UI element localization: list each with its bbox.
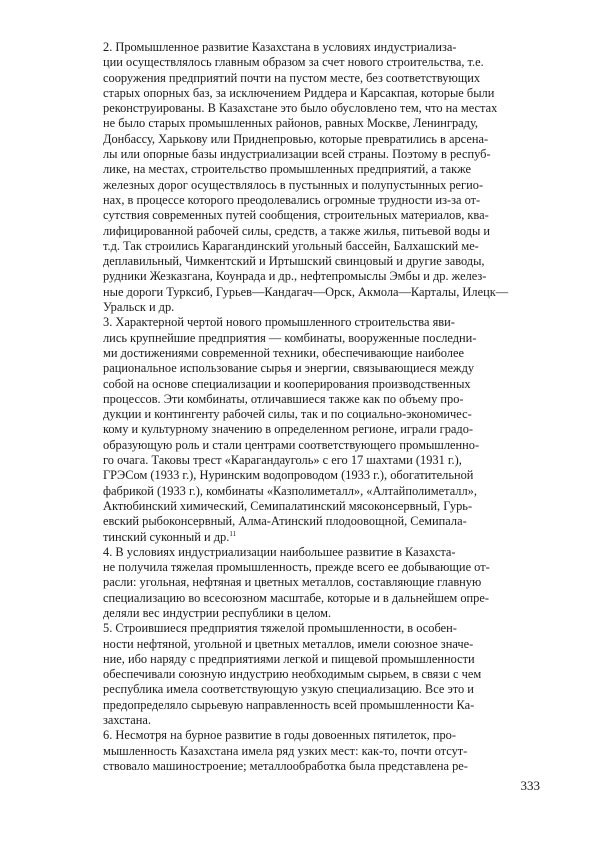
text-line: не было старых промышленных районов, равных Москве, Ленинграду, bbox=[103, 116, 479, 131]
text-line: 4. В условиях индустриализации наибольшее развитие в Казахста- bbox=[103, 544, 456, 559]
text-line: сооружения предприятий почти на пустом месте, без соответствующих bbox=[103, 70, 481, 85]
text-line: реконструированы. В Казахстане это было обусловлено тем, что на местах bbox=[103, 101, 498, 116]
text-line: не получила тяжелая промышленность, прежде всего ее добывающие от- bbox=[103, 560, 490, 575]
text-line: старых опорных баз, за исключением Риддера и Карсакпая, которые были bbox=[103, 85, 495, 100]
text-line: 3. Характерной чертой нового промышленного строительства яви- bbox=[103, 315, 455, 330]
text-line: Актюбинский химический, Семипалатинский мясоконсервный, Гурь- bbox=[103, 498, 473, 513]
text-line: рудники Жезказгана, Коунрада и др., нефтепромыслы Эмбы и др. желез- bbox=[103, 269, 487, 284]
text-line: Донбассу, Харькову или Приднепровью, которые превратились в арсена- bbox=[103, 131, 489, 146]
text-line: 6. Несмотря на бурное развитие в годы довоенных пятилеток, про- bbox=[103, 728, 456, 743]
text-line: ствовало машиностроение; металлообработка была представлена ре- bbox=[103, 758, 468, 773]
text-line: 5. Строившиеся предприятия тяжелой промышленности, в особен- bbox=[103, 621, 457, 636]
text-line: ные дороги Турксиб, Гурьев—Кандагач—Орск, Акмола—Карталы, Илецк— bbox=[103, 284, 509, 299]
text-line: лифицированной рабочей силы, средств, а также жилья, питьевой воды и bbox=[103, 223, 491, 238]
text-line: 2. Промышленное развитие Казахстана в условиях индустриализа- bbox=[103, 40, 457, 54]
text-line: специализацию во всесоюзном масштабе, которые и в дальнейшем опре- bbox=[103, 590, 489, 605]
text-line: рациональное использование сырья и энергии, связывающиеся между bbox=[103, 361, 475, 376]
paragraph-5 bbox=[83, 621, 526, 728]
text-line: захстана. bbox=[103, 713, 152, 728]
page-body bbox=[83, 40, 526, 774]
text-line: процессов. Эти комбинаты, отличавшиеся также как по объему про- bbox=[103, 391, 464, 406]
text-line: го очага. Таковы трест «Карагандауголь» с его 17 шахтами (1931 г.), bbox=[103, 453, 462, 468]
text-line: нах, в процессе которого преодолевались огромные трудности из-за от- bbox=[103, 192, 481, 207]
text-line: кому и культурному значению в определенном регионе, играли градо- bbox=[103, 422, 474, 437]
text-line: собой на основе специализации и кооперирования производственных bbox=[103, 376, 471, 391]
text-line: расли: угольная, нефтяная и цветных металлов, составляющие главную bbox=[103, 575, 482, 590]
text-line: сутствия современных путей сообщения, строительных материалов, ква- bbox=[103, 208, 489, 223]
text-line: т.д. Так строились Карагандинский угольный бассейн, Балхашский ме- bbox=[103, 238, 479, 253]
text-line: деплавильный, Чимкентский и Иртышский свинцовый и другие заводы, bbox=[103, 254, 485, 269]
page-number: 333 bbox=[520, 778, 540, 793]
paragraph-4 bbox=[83, 545, 526, 621]
text-line: ми достижениями современной техники, обеспечивающие наиболее bbox=[103, 345, 464, 360]
text-line: образующую роль и стали центрами соответствующего промышленно- bbox=[103, 437, 480, 452]
footnote-marker: 11 bbox=[229, 529, 237, 538]
text-line bbox=[83, 530, 526, 545]
text-line: лы или опорные базы индустриализации всей страны. Поэтому в респуб- bbox=[103, 147, 491, 162]
text-line: предопределяло сырьевую направленность всей промышленности Ка- bbox=[103, 697, 475, 712]
text-line: лике, на местах, строительство промышленных предприятий, а также bbox=[103, 162, 471, 177]
text-line: дукции и контингенту рабочей силы, так и по социально-экономичес- bbox=[103, 407, 472, 422]
text-line: железных дорог осуществлялось в пустынных и полупустынных регио- bbox=[103, 177, 484, 192]
paragraph-6 bbox=[83, 728, 526, 774]
text-line-content: тинский суконный и др. bbox=[103, 529, 230, 544]
paragraph-2 bbox=[83, 40, 526, 315]
paragraph-3 bbox=[83, 315, 526, 544]
text-line: евский рыбоконсервный, Алма-Атинский плодоовощной, Семипала- bbox=[103, 514, 467, 529]
text-line: ности нефтяной, угольной и цветных металлов, имели союзное значе- bbox=[103, 636, 474, 651]
text-line: фабрикой (1933 г.), комбинаты «Казполиметалл», «Алтайполиметалл», bbox=[103, 483, 477, 498]
text-line: ГРЭСом (1933 г.), Нуринским водопроводом (1933 г.), обогатительной bbox=[103, 468, 474, 483]
text-line: деляли вес индустрии республики в целом. bbox=[103, 605, 332, 620]
text-line: ние, ибо наряду с предприятиями легкой и пищевой промышленности bbox=[103, 651, 475, 666]
text-line: лись крупнейшие предприятия — комбинаты, вооруженные последни- bbox=[103, 330, 477, 345]
text-line: мышленность Казахстана имела ряд узких мест: как-то, почти отсут- bbox=[103, 743, 468, 758]
text-line: республика имела соответствующую узкую специализацию. Все это и bbox=[103, 682, 474, 697]
text-line: ции осуществлялось главным образом за счет нового строительства, т.е. bbox=[103, 55, 484, 70]
text-line: Уральск и др. bbox=[103, 300, 175, 315]
text-line: обеспечивали союзную индустрию необходимым сырьем, в связи с чем bbox=[103, 667, 482, 682]
